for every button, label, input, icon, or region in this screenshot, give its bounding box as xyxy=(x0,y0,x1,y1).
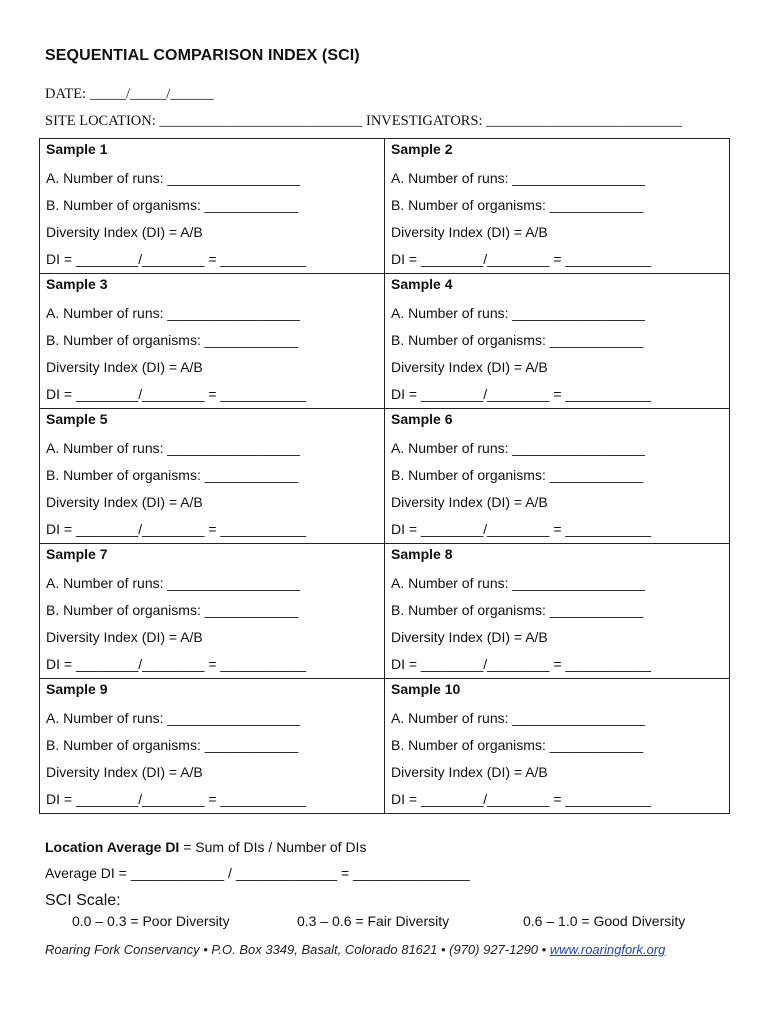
sci-scale-title: SCI Scale: xyxy=(45,892,121,909)
di-calc-field: DI = ________/________ = ___________ xyxy=(46,791,307,807)
scale-good: 0.6 – 1.0 = Good Diversity xyxy=(523,913,686,929)
runs-field: A. Number of runs: _________________ xyxy=(46,440,300,456)
sample-heading: Sample 3 xyxy=(46,276,108,292)
date-line: DATE: _____/_____/______ xyxy=(45,86,214,102)
organisms-field: B. Number of organisms: ____________ xyxy=(46,602,299,618)
samples-table xyxy=(39,138,730,814)
organisms-field: B. Number of organisms: ____________ xyxy=(46,737,299,753)
sample-cell-2 xyxy=(385,139,730,274)
di-calc-field: DI = ________/________ = ___________ xyxy=(46,521,307,537)
runs-field: A. Number of runs: _________________ xyxy=(46,170,300,186)
scale-fair: 0.3 – 0.6 = Fair Diversity xyxy=(297,913,450,929)
location-average-label xyxy=(45,839,366,855)
runs-field: A. Number of runs: _________________ xyxy=(46,305,300,321)
organisms-field: B. Number of organisms: ____________ xyxy=(391,602,644,618)
runs-field: A. Number of runs: _________________ xyxy=(391,575,645,591)
page-title: SEQUENTIAL COMPARISON INDEX (SCI) xyxy=(45,47,360,64)
sample-heading: Sample 1 xyxy=(46,141,108,157)
location-average-formula: = Sum of DIs / Number of DIs xyxy=(179,839,367,855)
organisms-field: B. Number of organisms: ____________ xyxy=(391,332,644,348)
sample-cell-10 xyxy=(385,679,730,814)
di-formula: Diversity Index (DI) = A/B xyxy=(391,494,548,510)
sample-heading: Sample 4 xyxy=(391,276,453,292)
sample-heading: Sample 8 xyxy=(391,546,453,562)
sample-heading: Sample 6 xyxy=(391,411,453,427)
footer-text: Roaring Fork Conservancy • P.O. Box 3349, Basalt, Colorado 81621 • (970) 927-1290 • xyxy=(45,942,550,957)
di-formula: Diversity Index (DI) = A/B xyxy=(391,629,548,645)
di-formula: Diversity Index (DI) = A/B xyxy=(46,629,203,645)
di-formula: Diversity Index (DI) = A/B xyxy=(391,224,548,240)
sample-heading: Sample 10 xyxy=(391,681,461,697)
runs-field: A. Number of runs: _________________ xyxy=(391,710,645,726)
organisms-field: B. Number of organisms: ____________ xyxy=(391,197,644,213)
sample-cell-4 xyxy=(385,274,730,409)
di-calc-field: DI = ________/________ = ___________ xyxy=(391,521,652,537)
sample-cell-3 xyxy=(40,274,385,409)
site-investigators-line: SITE LOCATION: ____________________________ INVESTIGATORS: ___________________________ xyxy=(45,113,682,129)
di-calc-field: DI = ________/________ = ___________ xyxy=(391,791,652,807)
samples-row xyxy=(40,274,730,409)
di-formula: Diversity Index (DI) = A/B xyxy=(46,224,203,240)
di-formula: Diversity Index (DI) = A/B xyxy=(46,494,203,510)
di-formula: Diversity Index (DI) = A/B xyxy=(391,359,548,375)
di-calc-field: DI = ________/________ = ___________ xyxy=(391,656,652,672)
average-di-line: Average DI = ____________ / _____________ = _______________ xyxy=(45,865,470,881)
sample-heading: Sample 5 xyxy=(46,411,108,427)
sample-cell-5 xyxy=(40,409,385,544)
organisms-field: B. Number of organisms: ____________ xyxy=(391,737,644,753)
sample-cell-7 xyxy=(40,544,385,679)
sample-cell-6 xyxy=(385,409,730,544)
samples-row xyxy=(40,409,730,544)
samples-row xyxy=(40,679,730,814)
samples-row xyxy=(40,544,730,679)
di-calc-field: DI = ________/________ = ___________ xyxy=(391,386,652,402)
runs-field: A. Number of runs: _________________ xyxy=(391,170,645,186)
di-formula: Diversity Index (DI) = A/B xyxy=(46,764,203,780)
sample-heading: Sample 9 xyxy=(46,681,108,697)
organisms-field: B. Number of organisms: ____________ xyxy=(391,467,644,483)
scale-poor: 0.0 – 0.3 = Poor Diversity xyxy=(72,913,230,929)
sample-heading: Sample 7 xyxy=(46,546,108,562)
sample-cell-9 xyxy=(40,679,385,814)
sample-cell-8 xyxy=(385,544,730,679)
di-calc-field: DI = ________/________ = ___________ xyxy=(46,386,307,402)
organisms-field: B. Number of organisms: ____________ xyxy=(46,467,299,483)
footer xyxy=(45,942,665,957)
di-formula: Diversity Index (DI) = A/B xyxy=(46,359,203,375)
runs-field: A. Number of runs: _________________ xyxy=(46,575,300,591)
di-calc-field: DI = ________/________ = ___________ xyxy=(46,656,307,672)
organisms-field: B. Number of organisms: ____________ xyxy=(46,332,299,348)
runs-field: A. Number of runs: _________________ xyxy=(391,440,645,456)
footer-website-link[interactable]: www.roaringfork.org xyxy=(549,942,666,957)
runs-field: A. Number of runs: _________________ xyxy=(46,710,300,726)
sample-cell-1 xyxy=(40,139,385,274)
di-calc-field: DI = ________/________ = ___________ xyxy=(46,251,307,267)
di-calc-field: DI = ________/________ = ___________ xyxy=(391,251,652,267)
runs-field: A. Number of runs: _________________ xyxy=(391,305,645,321)
organisms-field: B. Number of organisms: ____________ xyxy=(46,197,299,213)
di-formula: Diversity Index (DI) = A/B xyxy=(391,764,548,780)
sample-heading: Sample 2 xyxy=(391,141,453,157)
samples-row xyxy=(40,139,730,274)
location-average-bold: Location Average DI xyxy=(45,839,180,855)
